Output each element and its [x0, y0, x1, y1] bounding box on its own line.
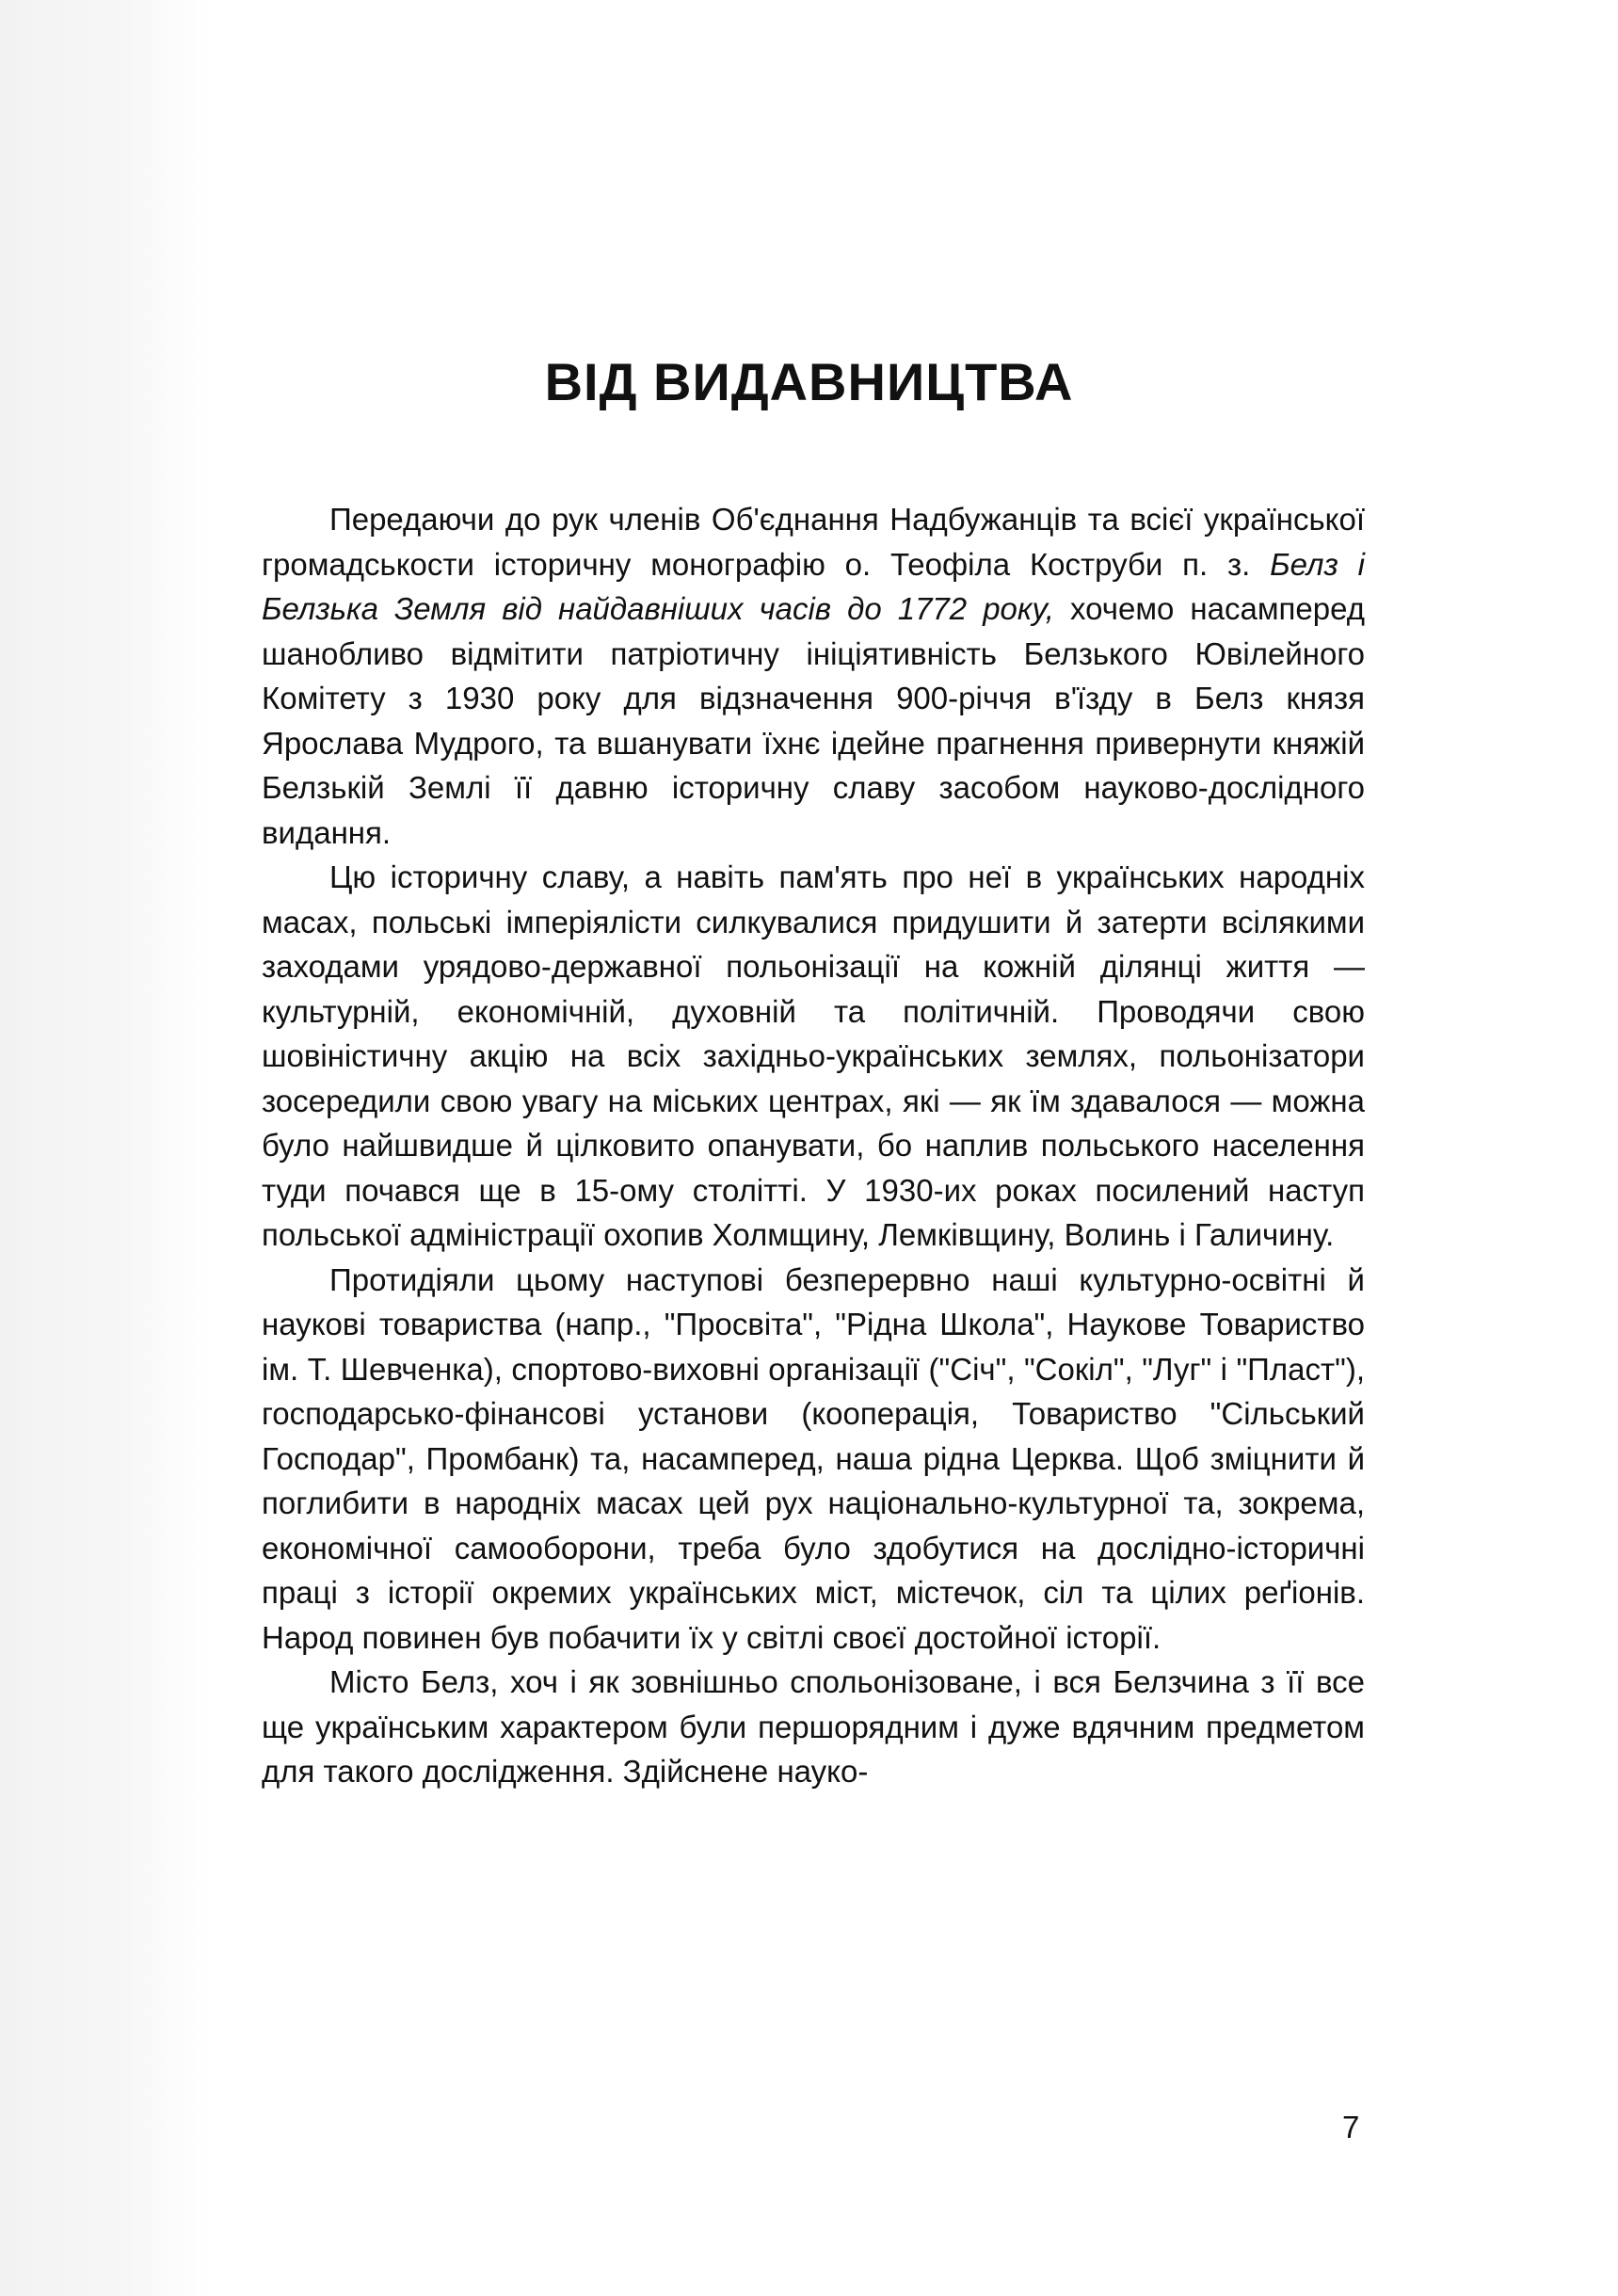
book-title: Белз і Белзька Земля від найдавніших часів до 1772 року,	[262, 546, 1366, 626]
paragraph-1-intro: Передаючи до рук членів Об'єднання Надбужанців та всієї української громадськости історичну монографію о. Теофіла Коструби п. з.	[262, 502, 1365, 582]
paragraph-1-rest: хочемо насамперед шанобливо відмітити патріотичну ініціятивність Белзького Ювілейного Комітету з 1930 року для відзначення 900-річчя в'їзду в Белз князя Ярослава Мудрого, та вшанувати їхнє ідейне прагнення привернути княжій Белзькій Землі її давню історичну славу засобом науково-дослідного видання.	[262, 591, 1365, 850]
paragraph-4: Місто Белз, хоч і як зовнішньо спольонізоване, і вся Белзчина з її все ще українським характером були першорядним і дуже вдячним предметом для такого дослідження. Здійснене науко-	[262, 1664, 1365, 1789]
page-number: 7	[1342, 2110, 1360, 2144]
paragraph-1	[262, 497, 1365, 855]
paragraph-2: Цю історичну славу, а навіть пам'ять про неї в українських народніх масах, польські імперіялісти силкувалися придушити й затерти всілякими заходами урядово-державної польонізації на кожній ділянці життя — культурній, економічній, духовній та політичній. Проводячи свою шовіністичну акцію на всіх західньо-українських землях, польонізатори зосередили свою увагу на міських центрах, які — як їм здавалося — можна було найшвидше й цілковито опанувати, бо наплив польського населення туди почався ще в 15-ому столітті. У 1930-их роках посилений наступ польської адміністрації охопив Холмщину, Лемківщину, Волинь і Галичину.	[262, 859, 1365, 1252]
paragraph-3: Протидіяли цьому наступові безперервно наші культурно-освітні й наукові товариства (напр., "Просвіта", "Рідна Школа", Наукове Товариство ім. Т. Шевченка), спортово-виховні організації ("Січ", "Сокіл", "Луг" і "Пласт"), господарсько-фінансові установи (кооперація, Товариство "Сільський Господар", Промбанк) та, насамперед, наша рідна Церква. Щоб зміцнити й поглибити в народніх масах цей рух національно-культурної та, зокрема, економічної самооборони, треба було здобутися на дослідно-історичні праці з історії окремих українських міст, містечок, сіл та цілих реґіонів. Народ повинен був побачити їх у світлі своєї достойної історії.	[262, 1261, 1365, 1655]
scan-shadow	[0, 0, 212, 2296]
body-text	[262, 497, 1365, 1794]
page-title: ВІД ВИДАВНИЦТВА	[544, 352, 1074, 411]
